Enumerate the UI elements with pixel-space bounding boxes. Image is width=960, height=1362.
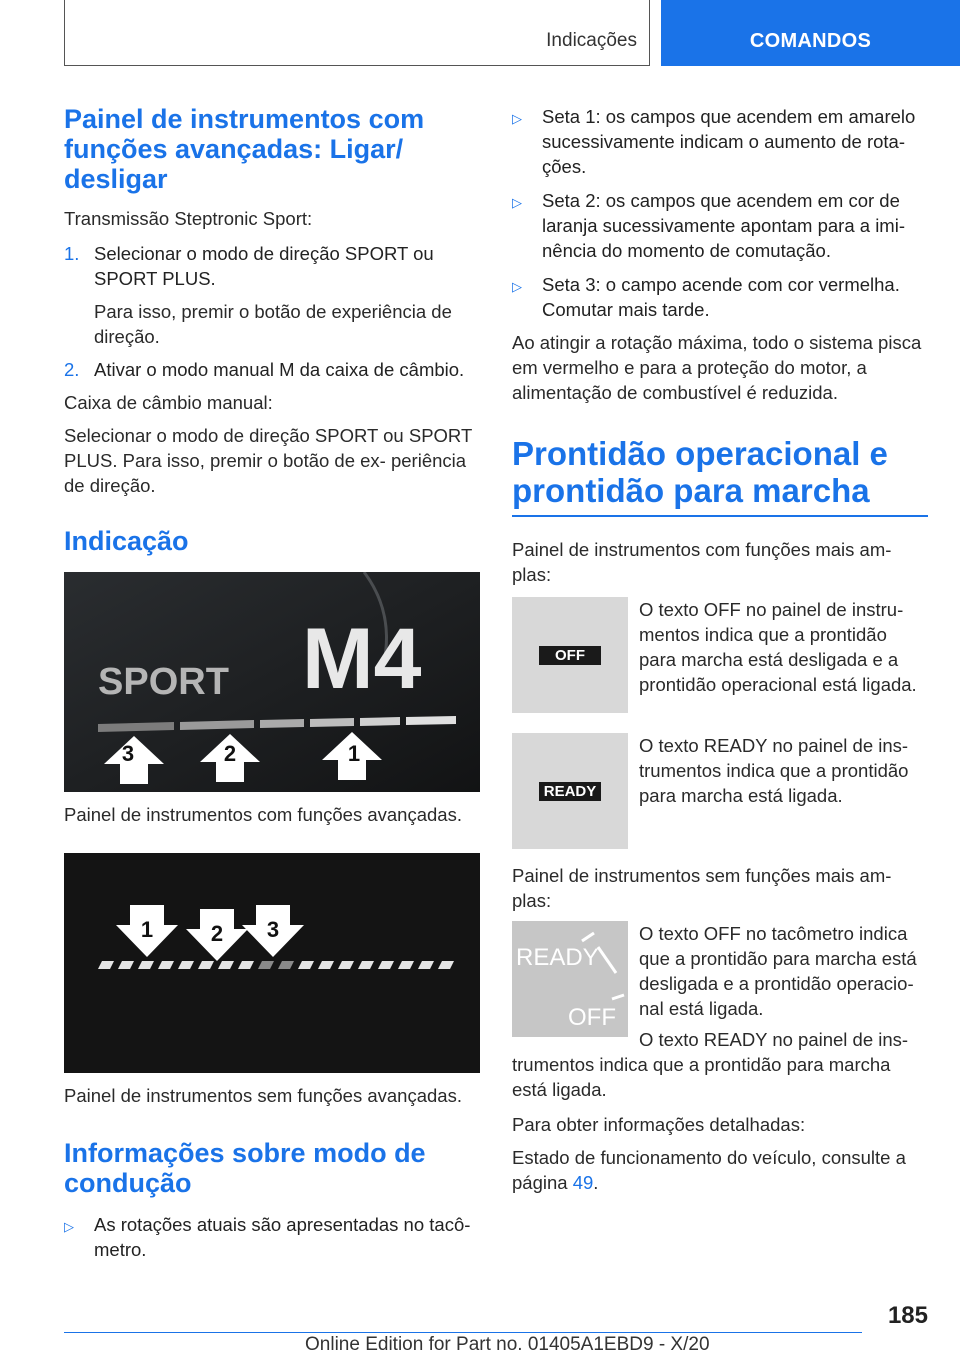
off-row	[512, 597, 928, 713]
ready-indicator-image	[512, 733, 628, 849]
tach-off-label: OFF	[568, 1004, 616, 1031]
status-reference	[512, 1145, 928, 1195]
step-2-number: 2.	[64, 359, 80, 380]
bullet-arrow-1	[512, 104, 928, 179]
more-info-label: Para obter informações detalhadas:	[512, 1114, 806, 1135]
triangle-bullet-icon: ▷	[512, 111, 522, 126]
bullet-rpm-text: As rotações atuais são apresentadas no tacô- metro.	[94, 1214, 471, 1260]
step-1-number: 1.	[64, 243, 80, 264]
bullet-arrow-2-text: Seta 2: os campos que acendem em cor de laranja sucessivamente apontam para a imi- nência do momento de comutação.	[542, 190, 905, 261]
off-text: O texto OFF no painel de instru- mentos indica que a prontidão para marcha está desligada e a prontidão operacional está ligada.	[639, 599, 917, 695]
tachometer-image	[512, 921, 628, 1037]
bullet-arrow-3	[512, 272, 928, 322]
rev-segment	[360, 717, 400, 726]
without-advanced-label: Painel de instrumentos sem funções mais am- plas:	[512, 865, 892, 911]
triangle-bullet-icon: ▷	[512, 279, 522, 294]
tach-block	[512, 921, 928, 1102]
bullet-rpm	[64, 1212, 480, 1262]
step-2	[64, 357, 480, 382]
arrow-1-number: 1	[347, 741, 361, 766]
caption-1: Painel de instrumentos com funções avançadas.	[64, 804, 462, 825]
chapter-tab[interactable]: COMANDOS	[661, 0, 960, 66]
right-column	[512, 100, 928, 1195]
step-2-text: Ativar o modo manual M da caixa de câmbio.	[94, 359, 465, 380]
heading-readiness: Prontidão operacional e prontidão para marcha	[512, 435, 928, 517]
manual-label: Caixa de câmbio manual:	[64, 392, 273, 413]
arrow-3-down-number: 3	[266, 917, 280, 942]
arrow-2-number: 2	[223, 741, 237, 766]
page-number: 185	[887, 1302, 928, 1329]
arrow-1-down-number: 1	[140, 917, 154, 942]
left-column	[64, 100, 480, 1262]
with-advanced-label: Painel de instrumentos com funções mais am- plas:	[512, 539, 892, 585]
caption-2: Painel de instrumentos sem funções avançadas.	[64, 1085, 462, 1106]
off-indicator-image	[512, 597, 628, 713]
sport-label: SPORT	[98, 661, 229, 703]
heading-instrument-advanced: Painel de instrumentos com funções avançadas: Ligar/ desligar	[64, 104, 425, 194]
arrow-2-down-number: 2	[210, 921, 224, 946]
ready-row	[512, 733, 928, 849]
section-title: Indicações	[546, 30, 637, 51]
bullet-arrow-1-text: Seta 1: os campos que acendem em amarelo sucessivamente indicam o aumento de rota- ções.	[542, 106, 916, 177]
status-suffix: .	[593, 1172, 599, 1193]
bullet-arrow-3-text: Seta 3: o campo acende com cor vermelha. Comutar mais tarde.	[542, 274, 900, 320]
rev-segment	[260, 719, 304, 728]
rev-segment	[406, 716, 456, 725]
step-1	[64, 241, 480, 291]
ready-text: O texto READY no painel de ins- trumentos indica que a prontidão para marcha está ligada.	[639, 735, 909, 806]
heading-drive-mode: Informações sobre modo de condução	[64, 1138, 426, 1198]
step-1-note: Para isso, premir o botão de experiência de direção.	[94, 301, 452, 347]
page-link[interactable]: 49	[572, 1172, 594, 1193]
ready-badge: READY	[539, 782, 602, 801]
triangle-bullet-icon: ▷	[512, 195, 522, 210]
steptronic-label: Transmissão Steptronic Sport:	[64, 208, 313, 229]
figure-advanced-cluster	[64, 572, 480, 792]
gear-label: M4	[302, 611, 422, 707]
tach-off-text: O texto OFF no tacômetro indica que a prontidão para marcha está desligada e a prontidão operacio- nal está ligada.	[639, 923, 917, 1019]
tach-ready-text: O texto READY no painel de ins- trumentos indica que a prontidão para marcha está ligada.	[512, 1029, 909, 1100]
max-rpm-text: Ao atingir a rotação máxima, todo o sistema pisca em vermelho e para a proteção do motor, a alimentação de combustível é reduzida.	[512, 332, 922, 403]
off-badge: OFF	[539, 646, 601, 665]
footer-edition: Online Edition for Part no. 01405A1EBD9 - X/20	[305, 1334, 710, 1355]
figure-basic-cluster	[64, 853, 480, 1073]
tach-ready-label: READY	[516, 944, 599, 971]
header-box	[64, 0, 650, 66]
arrow-3-number: 3	[121, 741, 135, 766]
bullet-arrow-2	[512, 188, 928, 263]
footer-rule	[64, 1332, 862, 1333]
step-1-text: Selecionar o modo de direção SPORT ou SPORT PLUS.	[94, 243, 434, 289]
heading-display: Indicação	[64, 526, 189, 556]
status-prefix: Estado de funcionamento do veículo, consulte a página	[512, 1147, 906, 1193]
manual-text: Selecionar o modo de direção SPORT ou SPORT PLUS. Para isso, premir o botão de ex- periência de direção.	[64, 425, 472, 496]
triangle-bullet-icon: ▷	[64, 1219, 74, 1234]
rev-segment	[310, 718, 354, 727]
